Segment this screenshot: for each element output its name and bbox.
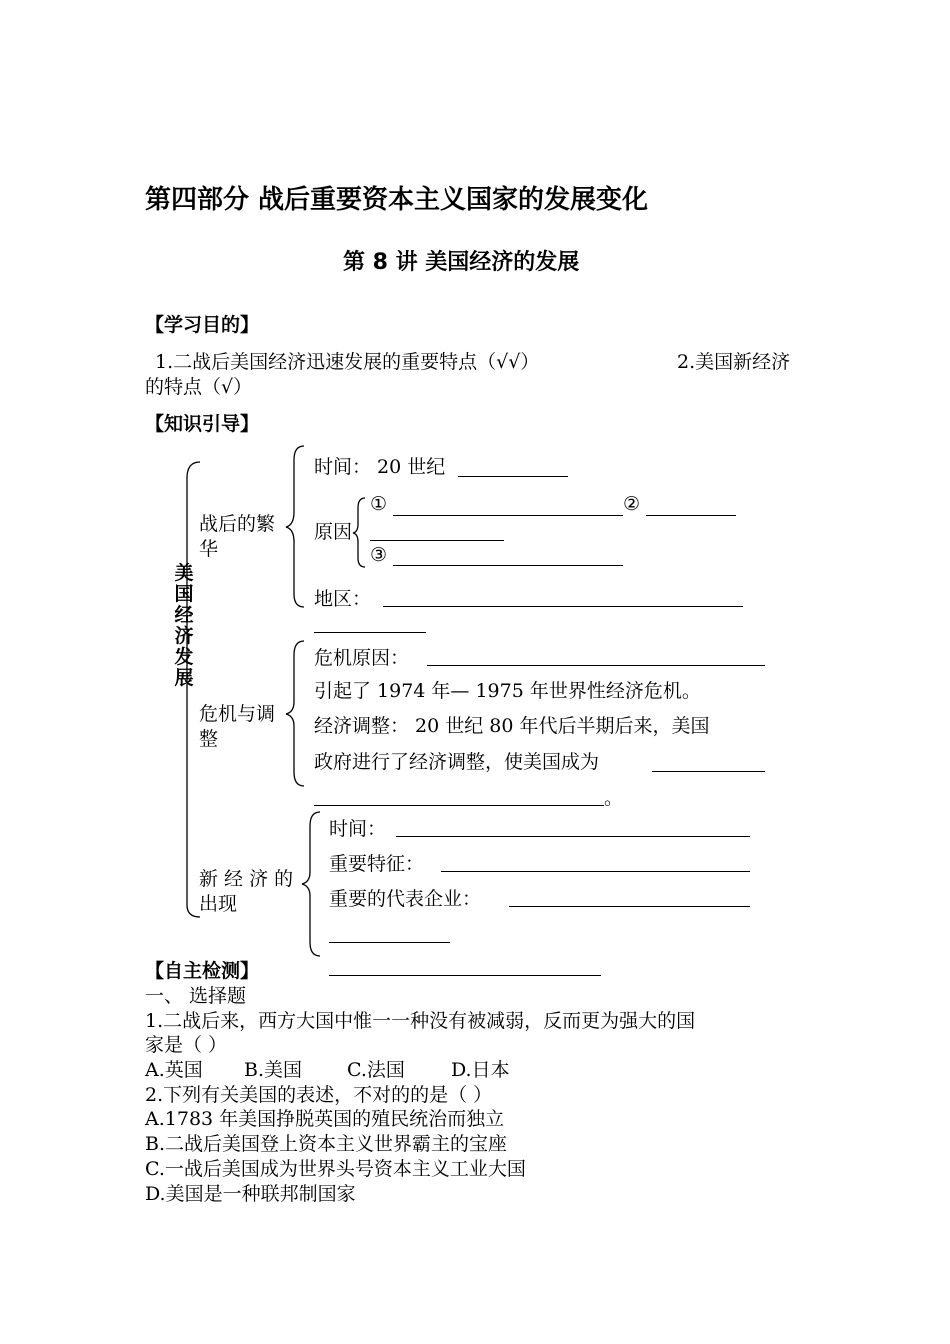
question-1-cont: 家是（ ） [145,1034,228,1056]
companies-blank[interactable] [509,906,750,907]
question-2: 2.下列有关美国的表述，不对的的是（ ） [145,1084,493,1106]
new-economy-bracket [302,812,320,956]
region-blank[interactable] [383,606,743,607]
reason-marker-2: ② [623,493,641,515]
lesson-title: 第 8 讲 美国经济的发展 [343,250,580,275]
companies-blank-cont[interactable] [329,942,450,943]
adjustment-blank[interactable] [652,771,765,772]
reason-2-blank-cont[interactable] [370,540,504,541]
check-heading: 【自主检测】 [145,960,260,982]
adjustment-text-cont: 政府进行了经济调整，使美国成为 [314,751,600,773]
goal-item-2-cont: 的特点（√） [145,376,253,398]
q2-option-c: C.一战后美国成为世界头号资本主义工业大国 [145,1158,526,1180]
q1-option-b: B.美国 [244,1059,303,1081]
crisis-cause-blank[interactable] [427,665,765,666]
goal-item-2: 2.美国新经济 [677,351,791,373]
prosperity-time-label: 时间： 20 世纪 [314,456,446,478]
reason-label: 原因 [314,521,353,543]
adjustment-blank-cont[interactable] [314,805,604,806]
reason-1-blank[interactable] [393,515,623,516]
root-label: 美国经济发展 [174,562,194,689]
q1-option-a: A.英国 [145,1059,203,1081]
new-economy-time-label: 时间： [329,818,387,840]
adjustment-end: 。 [604,787,624,809]
q1-option-c: C.法国 [347,1059,405,1081]
crisis-label: 危机与调 [199,703,276,725]
prosperity-bracket [286,446,304,607]
region-label: 地区： [314,588,372,610]
q2-option-d: D.美国是一种联邦制国家 [145,1183,356,1205]
crisis-bracket [286,641,304,786]
prosperity-label: 战后的繁 [199,513,276,535]
new-economy-label: 新 经 济 的 [199,868,294,890]
reason-3-blank[interactable] [393,565,623,566]
reason-marker-3: ③ [370,544,388,566]
guide-heading: 【知识引导】 [145,413,260,435]
reason-bracket [353,498,365,567]
reason-2-blank[interactable] [646,515,736,516]
q2-option-b: B.二战后美国登上资本主义世界霸主的宝座 [145,1133,508,1155]
region-blank-cont[interactable] [314,632,426,633]
q1-option-d: D.日本 [451,1059,510,1081]
section-title: 一、 选择题 [145,985,247,1007]
companies-blank-cont-2[interactable] [329,975,601,976]
crisis-cause-label: 危机原因： [314,647,410,669]
part-title: 第四部分 战后重要资本主义国家的发展变化 [145,185,649,215]
crisis-label-cont: 整 [199,728,219,750]
companies-label: 重要的代表企业： [329,888,482,910]
features-label: 重要特征： [329,853,425,875]
question-1: 1.二战后来，西方大国中惟一一种没有被减弱，反而更为强大的国 [145,1010,696,1032]
goal-item-1: 1.二战后美国经济迅速发展的重要特点（√√） [155,351,540,373]
crisis-effect: 引起了 1974 年— 1975 年世界性经济危机。 [314,680,701,702]
goals-heading: 【学习目的】 [145,314,260,336]
prosperity-time-blank[interactable] [458,476,568,477]
q2-option-a: A.1783 年美国挣脱英国的殖民统治而独立 [145,1108,505,1130]
new-economy-time-blank[interactable] [396,836,750,837]
prosperity-label-cont: 华 [199,538,219,560]
new-economy-label-cont: 出现 [199,893,238,915]
adjustment-text: 经济调整： 20 世纪 80 年代后半期后来，美国 [314,715,710,737]
reason-marker-1: ① [370,493,388,515]
features-blank[interactable] [441,871,750,872]
